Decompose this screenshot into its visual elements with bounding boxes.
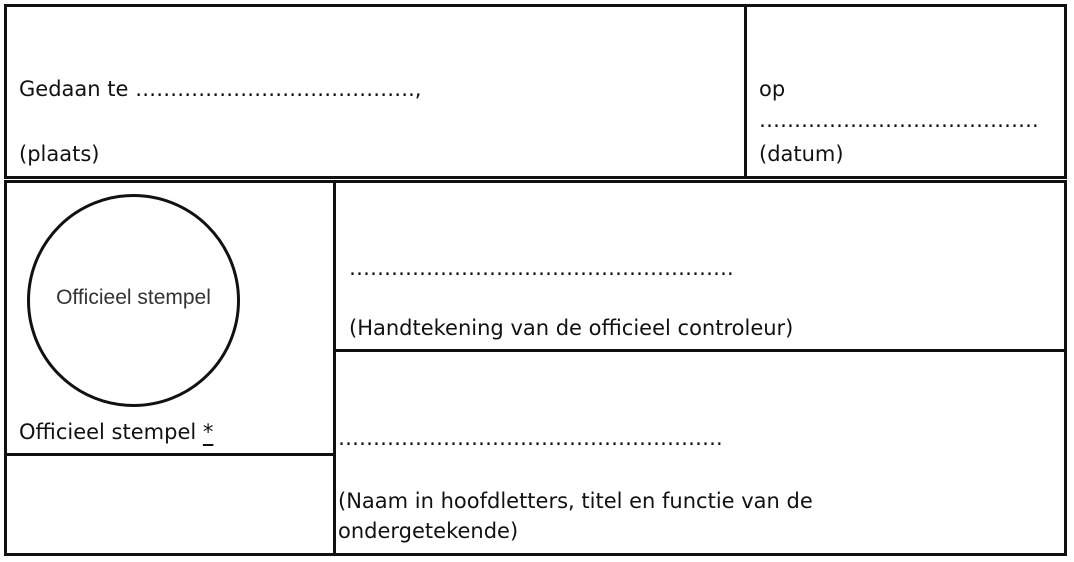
date-prefix: op	[759, 77, 786, 101]
official-stamp-circle	[27, 194, 240, 407]
name-caption-line2: ondergetekende)	[338, 519, 519, 543]
stamp-label	[19, 419, 213, 445]
name-dots: ……………………………………………….	[338, 426, 723, 450]
date-caption: (datum)	[759, 142, 844, 166]
date-dots: ………………………………….	[759, 108, 1039, 132]
name-caption-line1: (Naam in hoofdletters, titel en functie van de	[338, 489, 813, 513]
signature-dots: ……………………………………………….	[349, 256, 734, 280]
empty-cell	[4, 453, 336, 556]
place-caption: (plaats)	[19, 142, 100, 166]
place-line: Gedaan te ………………………………….,	[19, 77, 422, 101]
stamp-circle-text: Officieel stempel	[56, 286, 211, 309]
footnote-mark: *	[202, 420, 214, 444]
stamp-label-text: Officieel stempel	[19, 420, 203, 444]
signature-caption: (Handtekening van de officieel controleur)	[349, 316, 794, 340]
